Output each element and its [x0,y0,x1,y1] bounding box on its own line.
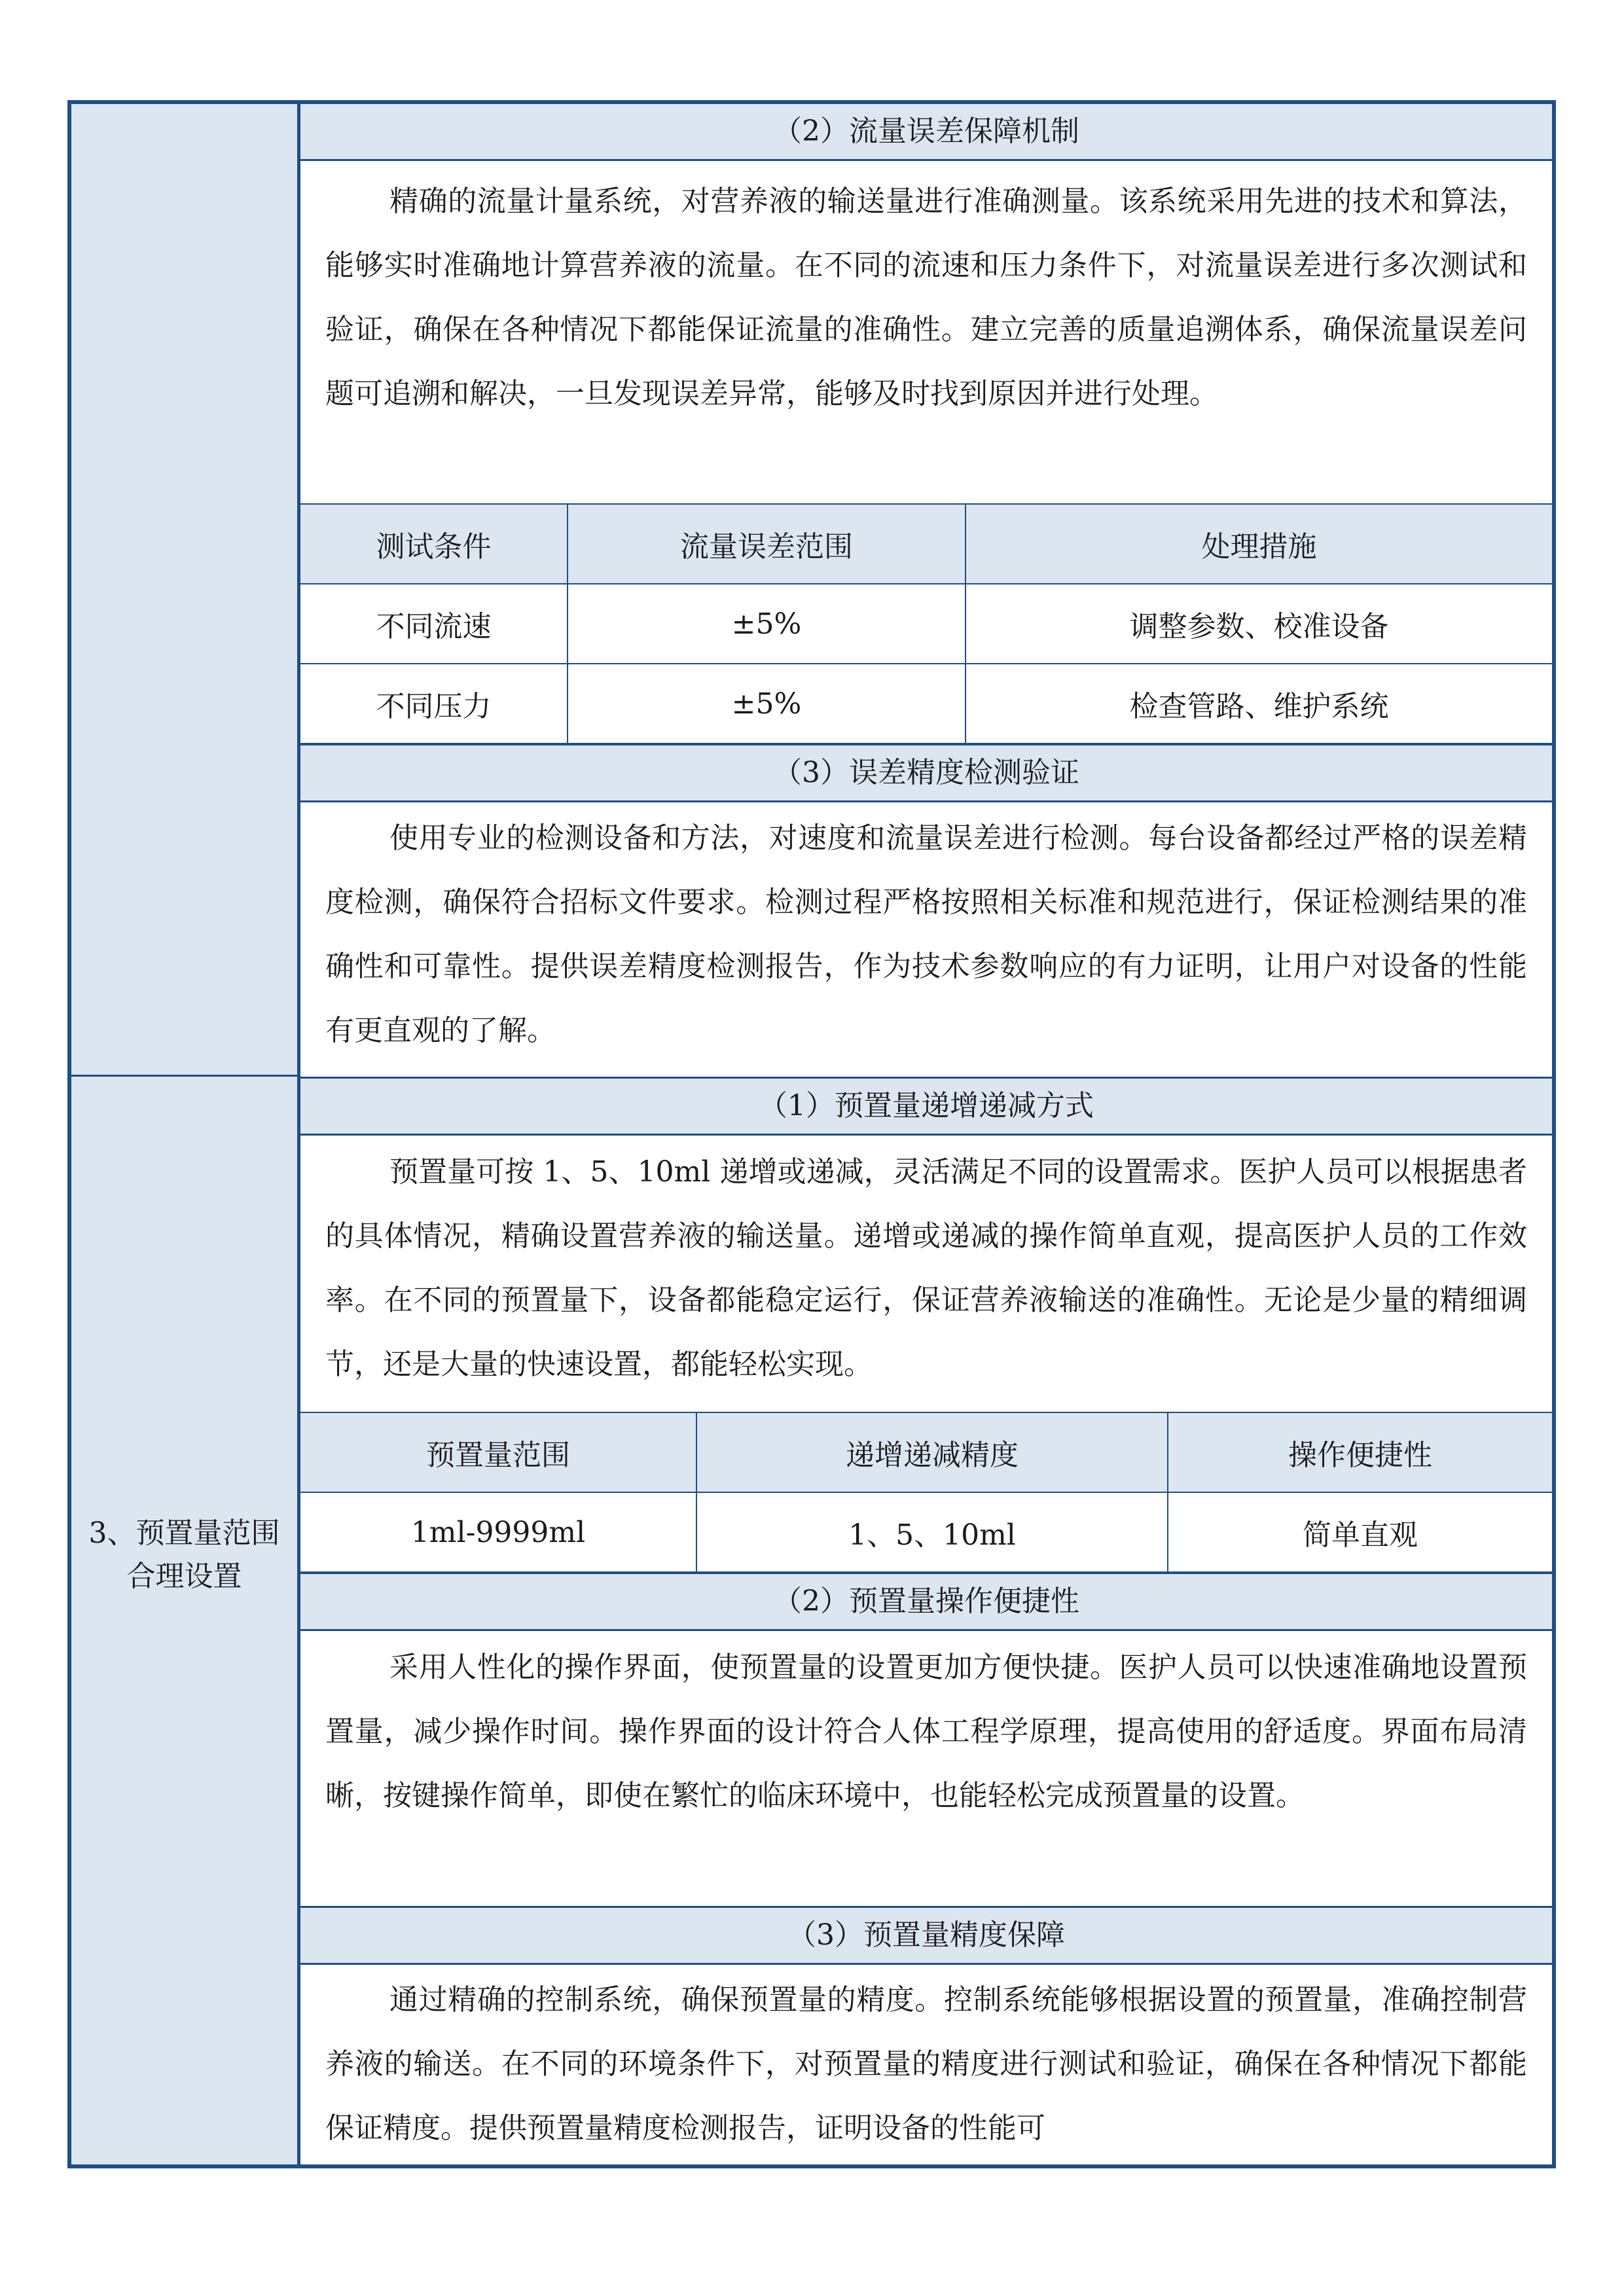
table-cell: 不同压力 [300,664,568,744]
table-header-cell: 预置量范围 [300,1412,696,1492]
section-header: （1）预置量递增递减方式 [300,1077,1552,1136]
left-cell-section-3 [71,1077,297,2164]
data-table [300,503,1552,744]
table-cell: ±5% [568,584,965,664]
section-paragraph: 使用专业的检测设备和方法，对速度和流量误差进行检测。每台设备都经过严格的误差精度检测，确保符合招标文件要求。检测过程严格按照相关标准和规范进行，保证检测结果的准确性和可靠性。提供误差精度检测报告，作为技术参数响应的有力证明，让用户对设备的性能有更直观的了解。 [325,821,1527,1047]
section-header: （2）流量误差保障机制 [300,104,1552,161]
section-header: （2）预置量操作便捷性 [300,1572,1552,1631]
table-cell: 不同流速 [300,584,568,664]
table-cell: 调整参数、校准设备 [965,584,1552,664]
table-header-cell: 处理措施 [965,504,1552,584]
table-header-cell: 测试条件 [300,504,568,584]
table-cell: 1、5、10ml [696,1492,1168,1572]
document-table [67,100,1556,2168]
section-paragraph: 采用人性化的操作界面，使预置量的设置更加方便快捷。医护人员可以快速准确地设置预置量，减少操作时间。操作界面的设计符合人体工程学原理，提高使用的舒适度。界面布局清晰，按键操作简单，即使在繁忙的临床环境中，也能轻松完成预置量的设置。 [325,1651,1527,1812]
section-paragraph: 预置量可按 1、5、10ml 递增或递减，灵活满足不同的设置需求。医护人员可以根据患者的具体情况，精确设置营养液的输送量。递增或递减的操作简单直观，提高医护人员的工作效率。在不同的预置量下，设备都能稳定运行，保证营养液输送的准确性。无论是少量的精细调节，还是大量的快速设置，都能轻松实现。 [325,1155,1527,1381]
table-header-cell: 操作便捷性 [1168,1412,1552,1492]
section-paragraph: 通过精确的控制系统，确保预置量的精度。控制系统能够根据设置的预置量，准确控制营养液的输送。在不同的环境条件下，对预置量的精度进行测试和验证，确保在各种情况下都能保证精度。提供预置量精度检测报告，证明设备的性能可 [325,1983,1527,2145]
table-header-cell: 递增递减精度 [696,1412,1168,1492]
table-header-cell: 流量误差范围 [568,504,965,584]
left-cell-section-2 [71,104,297,1077]
table-cell: 1ml-9999ml [300,1492,696,1572]
section-label: 3、预置量范围合理设置 [88,1516,280,1593]
table-cell: 检查管路、维护系统 [965,664,1552,744]
section-header: （3）误差精度检测验证 [300,744,1552,802]
table-cell: ±5% [568,664,965,744]
data-table [300,1412,1552,1573]
table-cell: 简单直观 [1168,1492,1552,1572]
content-column [300,104,1552,2164]
section-paragraph: 精确的流量计量系统，对营养液的输送量进行准确测量。该系统采用先进的技术和算法，能够实时准确地计算营养液的流量。在不同的流速和压力条件下，对流量误差进行多次测试和验证，确保在各种情况下都能保证流量的准确性。建立完善的质量追溯体系，确保流量误差问题可追溯和解决，一旦发现误差异常，能够及时找到原因并进行处理。 [325,185,1527,410]
left-column [71,104,297,2164]
section-header: （3）预置量精度保障 [300,1906,1552,1965]
